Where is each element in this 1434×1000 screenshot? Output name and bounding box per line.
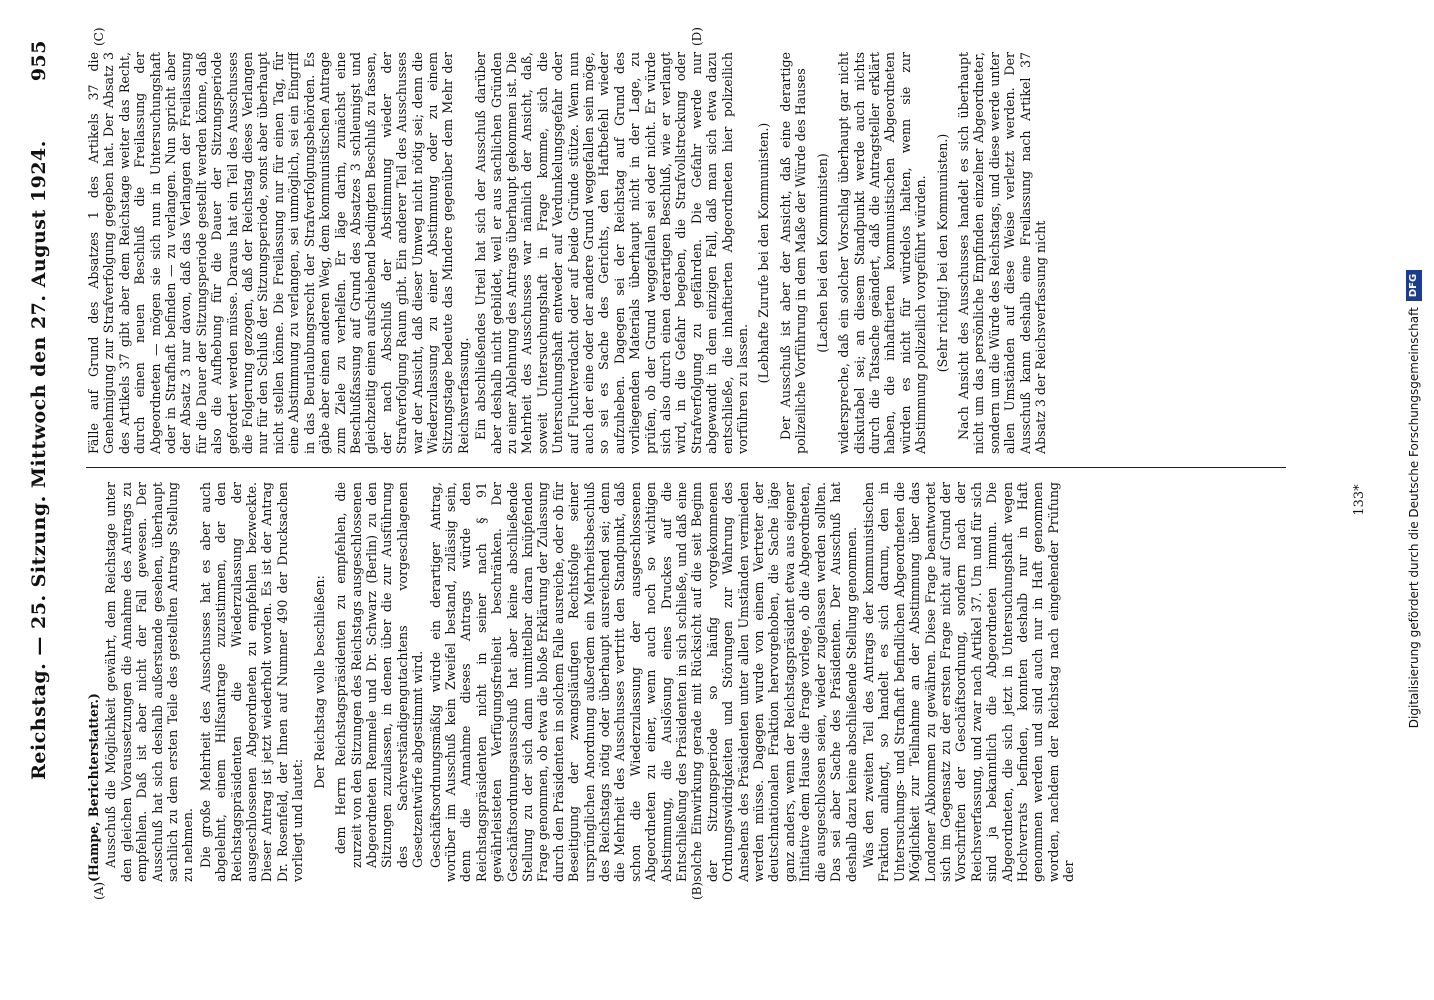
interjection: (Sehr richtig! bei den Kommunisten.): [934, 133, 950, 373]
paragraph: widerspreche, daß ein solcher Vorschlag überhaupt gar nicht diskutabel sei; an diesem Standpunkt werde auch nichts durch die Tatsache geändert, daß die Antragsteller erklärt haben, die inhaftierten kommunistischen Abgeordneten würden es nicht für würdelos halten, wenn sie zur Abstimmung polizeilich vorgeführt würden.: [836, 52, 929, 454]
motion-text: dem Herrn Reichstagspräsidenten zu empfehlen, die zurzeit von den Sitzungen des Reichstags ausgeschlossenen Abgeordneten Remmele und Dr. Schwarz (Berlin) zu den Sitzungen zuzulassen, in denen über die zur Ausführung des Sachverständigengutachtens vorgeschlagenen Gesetzentwürfe abgestimmt wird.: [333, 482, 426, 868]
paragraph: Die große Mehrheit des Ausschusses hat es aber auch abgelehnt, einem Hilfsantrage zuzustimmen, der den Reichstagspräsidenten die Wiederzulassung der ausgeschlossenen Abgeordneten zu empfehlen bezweckte. Dieser Antrag ist jetzt wiederholt worden. Es ist der Antrag Dr. Rosenfeld, der Ihnen auf Nummer 490 der Drucksachen vorliegt und lautet:: [197, 482, 306, 882]
paragraph: Ein abschließendes Urteil hat sich der Ausschuß darüber aber deshalb nicht gebildet, weil er aus sachlichen Gründen zu einer Ablehnung des Antrags überhaupt gekommen ist. Die Mehrheit des Ausschusses war nämlich der Ansicht, daß, soweit Untersuchungshaft in Frage komme, sich die Untersuchungshaft entweder auf Verdunkelungsgefahr oder auf Fluchtverdacht oder auf beide Gründe stütze. Wenn nun auch der eine oder der andere Grund weggefallen sein möge, so sei es Sache des Gerichts, den Haftbefehl wieder aufzuheben. Dagegen sei der Reichstag auf Grund des vorliegenden Materials überhaupt nicht in der Lage, zu prüfen, ob der Grund weggefallen sei oder nicht. Er würde sich also durch einen derartigen Beschluß, wie er verlangt wird, in die Gefahr begeben, die Strafvollstreckung oder Strafverfolgung zu gefährden. Die Gefahr werde nur abgewandt in dem einzigen Fall, daß man sich etwa dazu entschließe, die inhaftierten Abgeordneten hier polizeilich vorführen zu lassen.: [473, 52, 751, 454]
credit-text: Digitalisierung gefördert durch die Deutsche Forschungsgemeinschaft: [1407, 307, 1421, 729]
speaker-label: (Hampe, Berichterstatter.): [86, 693, 101, 882]
motion-intro: Der Reichstag wolle beschließen:: [311, 575, 327, 789]
paragraph: Geschäftsordnungsmäßig würde ein derartiger Antrag, worüber im Ausschuß kein Zweifel bestand, zulässig sein, denn die Annahme dieses Antrags würde den Reichstagspräsidenten nicht in seiner nach § 91 gewährleisteten Verfügungsfreiheit beschränken. Der Geschäftsordnungsausschuß hat aber keine abschließende Stellung zu der sich dann unmittelbar daran knüpfenden Frage genommen, ob etwa die bloße Erklärung der Zulassung durch den Präsidenten in solchem Falle ausreiche, oder ob für Beseitigung der zwangsläufigen Rechtsfolge seiner ursprünglichen Anordnung außerdem ein Mehrheitsbeschluß des Reichstags nötig oder überhaupt ausreichend sei; denn die Mehrheit des Ausschusses vertritt den Standpunkt, daß schon die Wiederzulassung der ausgeschlossenen Abgeordneten zu einer, wenn auch noch so wichtigen Abstimmung, die Auslösung eines Druckes auf die Entschließung des Präsidenten in sich schließe, und daß eine solche Einwirkung gerade mit Rücksicht auf die seit Beginn der Sitzungsperiode so häufig vorgekommenen Ordnungswidrigkeiten und Störungen zur Wahrung des Ansehens des Präsidenten unter allen Umständen vermieden werden müsse. Dagegen wurde von einem Vertreter der deutschnationalen Fraktion hervorgehoben, die Sache läge ganz anders, wenn der Reichstagspräsident etwa aus eigener Initiative dem Hause die Frage vorlege, ob die Abgeordneten, die ausgeschlossen seien, wieder zugelassen werden sollten. Das sei aber Sache des Präsidenten. Der Ausschuß hat deshalb dazu keine abschließende Stellung genommen.: [427, 482, 859, 882]
paragraph: Nach Ansicht des Ausschusses handelt es sich überhaupt nicht um das persönliche Empfinden einzelner Abgeordneter, sondern um die Würde des Reichstags, und diese werde unter allen Umständen auf diese Weise verletzt werden. Der Ausschuß kann deshalb eine Freilassung nach Artikel 37 Absatz 3 der Reichsverfassung nicht: [955, 52, 1048, 454]
margin-mark-a: (A): [92, 881, 106, 900]
margin-mark-c: (C): [92, 27, 106, 46]
running-title: Reichstag. — 25. Sitzung. Mittwoch den 27. August 1924.: [28, 140, 50, 780]
paragraph: Ausschuß die Möglichkeit gewährt, dem Reichstage unter den gleichen Voraussetzungen die Annahme des Antrags zu empfehlen. Daß ist aber nicht der Fall gewesen. Der Ausschuß hat sich deshalb außerstande gesehen, überhaupt sachlich zu dem ersten Teile des gestellten Antrags Stellung zu nehmen.: [103, 482, 196, 882]
column-divider: [86, 467, 1286, 468]
paragraph: Fälle auf Grund des Absatzes 1 des Artikels 37 die Genehmigung zur Strafverfolgung gegeben hat. Der Absatz 3 des Artikels 37 gibt aber dem Reichstage weiter das Recht, durch einen neuen Beschluß die Freilassung der Abgeordneten — mögen sie sich nun in Untersuchungshaft oder in Strafhaft befinden — zu verlangen. Nun spricht aber der Absatz 3 nur davon, daß das Verlangen der Freilassung für die Dauer der Sitzungsperiode gestellt werden könne, daß also die Aufhebung für die Dauer der Sitzungsperiode gefordert werden müsse. Daraus hat ein Teil des Ausschusses die Folgerung gezogen, daß der Reichstag dieses Verlangen nur für den Schluß der Sitzungsperiode, sonst aber überhaupt nicht stellen könne. Die Freilassung nur für einen Tag, für eine Abstimmung zu verlangen, sei unmöglich, sei ein Eingriff in das Beurlaubungsrecht der Strafverfolgungsbehörden. Es gäbe aber einen anderen Weg, dem kommunistischen Antrage zum Ziele zu verhelfen. Er läge darin, zunächst eine Beschlußfassung auf Grund des Absatzes 3 schleunigst und gleichzeitig einen aufschiebend bedingten Beschluß zu fassen, der nach Abschluß der Abstimmung wieder der Strafverfolgung Raum gibt. Ein anderer Teil des Ausschusses war der Ansicht, daß dieser Umweg nicht nötig sei; denn die Wiederzulassung zu einer Abstimmung oder zu einem Sitzungstage bedeute das Mindere gegenüber dem Mehr der Reichsverfassung.: [86, 52, 471, 454]
margin-mark-b: (B): [690, 881, 704, 900]
right-column: [86, 52, 1286, 454]
digitization-credit: [1404, 4, 1424, 994]
margin-mark-d: (D): [690, 27, 704, 46]
interjection: (Lebhafte Zurufe bei den Kommunisten.): [756, 122, 772, 384]
paragraph: Was den zweiten Teil des Antrags der kommunistischen Fraktion anlangt, so handelt es sich darum, den in Untersuchungs- und Strafhaft befindlichen Abgeordneten die Möglichkeit zur Teilnahme an der Abstimmung über das Londoner Abkommen zu gewähren. Diese Frage beantwortet sich im Gegensatz zu der ersten Frage nicht auf Grund der Vorschriften der Geschäftsordnung, sondern nach der Reichsverfassung, und zwar nach Artikel 37. Um und für sich sind ja bekanntlich die Abgeordneten immun. Die Abgeordneten, die sich jetzt in Untersuchungshaft wegen Hochverrats befinden, konnten deshalb nur in Haft genommen werden und sind auch nur in Haft genommen worden, nachdem der Reichstag nach eingehender Prüfung der: [860, 482, 1077, 882]
page-header: [28, 40, 58, 880]
page-number: 955: [28, 40, 50, 82]
signature-mark: 133*: [1352, 484, 1367, 516]
interjection: (Lachen bei den Kommunisten): [814, 153, 830, 353]
left-column: [86, 482, 1286, 882]
page-footer: [1352, 0, 1367, 1000]
dfg-logo-icon: DFG: [1406, 270, 1422, 301]
paragraph: Der Ausschuß ist aber der Ansicht, daß eine derartige polizeiliche Vorführung in dem Maße der Würde des Hauses: [777, 52, 809, 454]
